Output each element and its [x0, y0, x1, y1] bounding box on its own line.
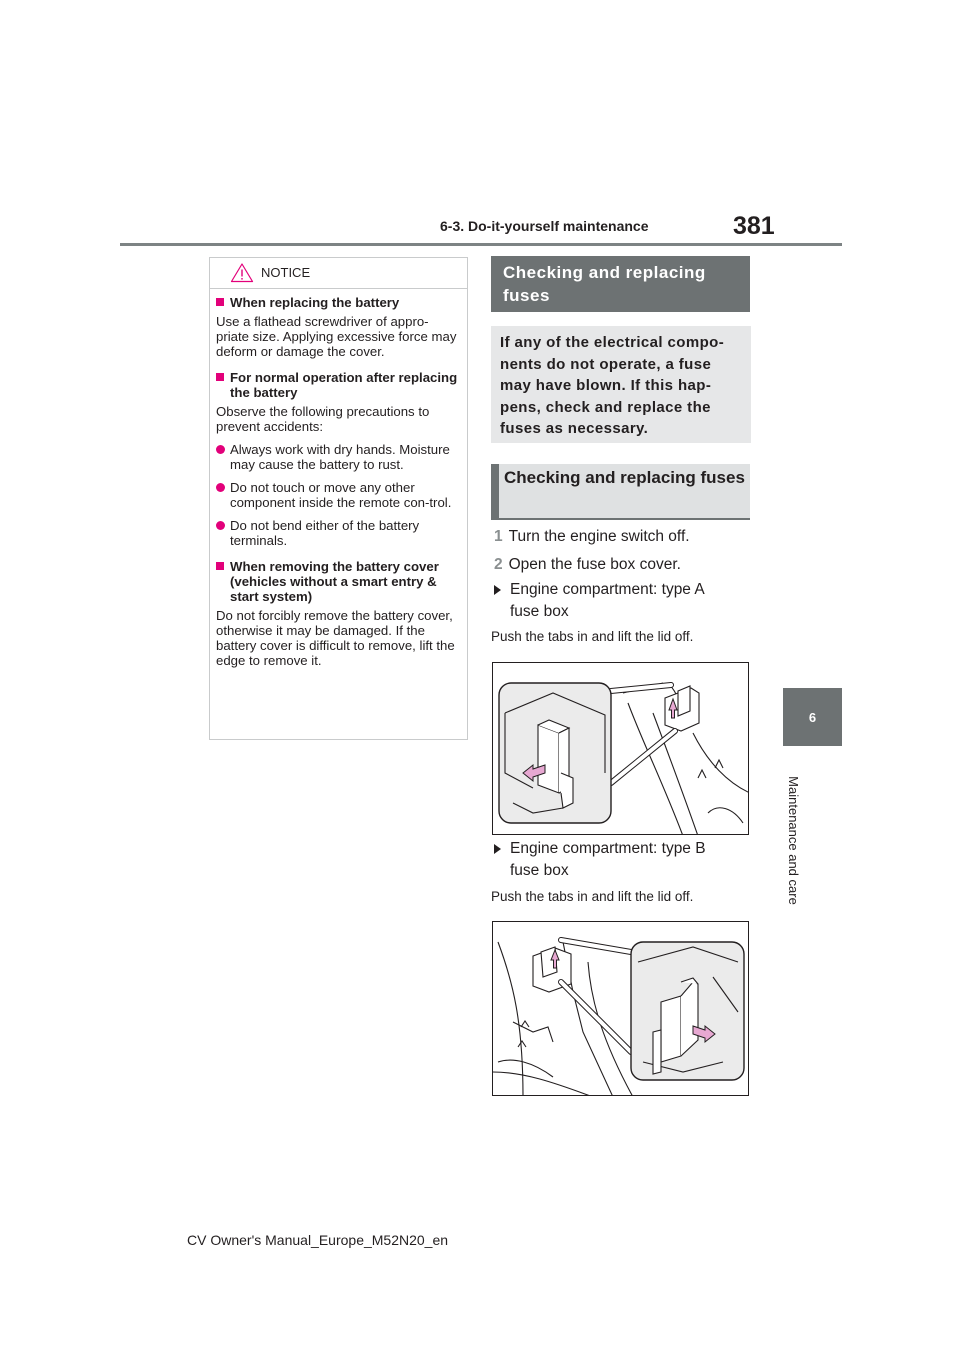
subheading: Checking and replacing fuses — [491, 464, 750, 520]
square-bullet-icon — [216, 562, 224, 570]
notice-bullet: Do not bend either of the battery terminals. — [216, 518, 461, 548]
dot-bullet-icon — [216, 445, 225, 454]
warning-icon — [230, 262, 254, 283]
chapter-label — [780, 760, 806, 920]
notice-heading: For normal operation after replacing the battery — [216, 370, 461, 400]
notice-title: NOTICE — [261, 265, 311, 280]
figure-type-b-fuse-box — [492, 921, 749, 1096]
notice-text: Use a flathead screwdriver of appro-priate size. Applying excessive force may deform or damage the cover. — [216, 314, 457, 359]
notice-bullet: Always work with dry hands. Moisture may cause the battery to rust. — [216, 442, 461, 472]
notice-header — [210, 258, 467, 289]
fuse-box-b-illustration — [493, 922, 749, 1096]
figure-caption: Push the tabs in and lift the lid off. — [491, 629, 694, 644]
figure-type-a-fuse-box — [492, 662, 749, 835]
dot-bullet-icon — [216, 483, 225, 492]
footer-manual-id: CV Owner's Manual_Europe_M52N20_en — [187, 1232, 449, 1248]
item-label: Engine compartment: type B fuse box — [510, 840, 706, 879]
notice-text: Observe the following precautions to prevent accidents: — [216, 404, 430, 434]
notice-body — [210, 295, 467, 668]
notice-heading: When replacing the battery — [216, 295, 461, 310]
step-number: 2 — [494, 556, 503, 573]
section-header: 6-3. Do-it-yourself maintenance — [440, 218, 649, 234]
step-text: Turn the engine switch off. — [508, 528, 690, 545]
page-number: 381 — [733, 212, 775, 240]
header-rule — [120, 243, 842, 246]
notice-heading: When removing the battery cover (vehicles without a smart entry & start system) — [216, 559, 461, 604]
step-number: 1 — [494, 528, 503, 545]
item-type-a — [492, 579, 722, 623]
item-label: Engine compartment: type A fuse box — [510, 581, 704, 620]
chapter-title: Maintenance and care — [785, 775, 801, 905]
notice-box — [209, 257, 468, 740]
square-bullet-icon — [216, 298, 224, 306]
section-title: Checking and replacing fuses — [491, 256, 750, 312]
step-text: Open the fuse box cover. — [508, 556, 681, 573]
chapter-number: 6 — [808, 709, 817, 725]
notice-text: Do not forcibly remove the battery cover, otherwise it may be damaged. If the battery cover is difficult to remove, lift the edge to remove it. — [216, 608, 455, 668]
notice-bullet: Do not touch or move any other component inside the remote con-trol. — [216, 480, 461, 510]
dot-bullet-icon — [216, 521, 225, 530]
step-2 — [494, 556, 681, 574]
triangle-bullet-icon — [494, 585, 501, 595]
triangle-bullet-icon — [494, 844, 501, 854]
square-bullet-icon — [216, 373, 224, 381]
intro-box: If any of the electrical compo-nents do not operate, a fuse may have blown. If this hap-pens, check and replace the fuses as necessary. — [491, 326, 751, 443]
item-type-b — [492, 838, 722, 882]
figure-caption: Push the tabs in and lift the lid off. — [491, 889, 694, 904]
fuse-box-a-illustration — [493, 663, 749, 835]
step-1 — [494, 528, 690, 546]
chapter-tab[interactable] — [783, 688, 842, 746]
